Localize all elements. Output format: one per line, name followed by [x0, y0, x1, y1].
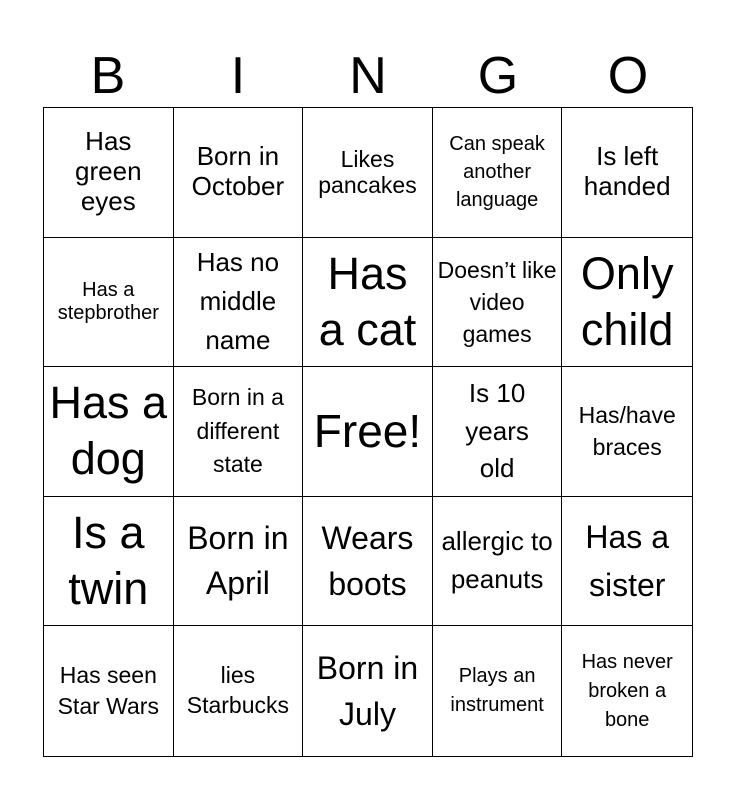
- cell-label: Has never broken a bone: [581, 650, 673, 731]
- bingo-cell[interactable]: [303, 626, 433, 756]
- header-letter-b: B: [90, 47, 126, 105]
- bingo-cell[interactable]: [44, 626, 174, 756]
- bingo-cell[interactable]: [44, 497, 174, 627]
- bingo-cell[interactable]: [433, 497, 563, 627]
- bingo-cell[interactable]: [433, 108, 563, 238]
- cell-label: Doesn’t like video games: [437, 256, 557, 347]
- header-letter-n: N: [349, 47, 387, 105]
- cell-label: Has no middle name: [196, 247, 280, 356]
- cell-label: Has a sister: [585, 519, 669, 604]
- bingo-cell[interactable]: [562, 108, 692, 238]
- bingo-cell[interactable]: [174, 108, 304, 238]
- bingo-cell[interactable]: [433, 626, 563, 756]
- bingo-cell[interactable]: [433, 367, 563, 497]
- free-space-label: Free!: [313, 405, 422, 458]
- bingo-header: [43, 44, 693, 108]
- bingo-cell[interactable]: [433, 238, 563, 368]
- cell-label: Only child: [580, 247, 674, 355]
- bingo-cell[interactable]: [174, 238, 304, 368]
- cell-label: Plays an instrument: [450, 665, 544, 717]
- bingo-cell[interactable]: [44, 238, 174, 368]
- bingo-board: [43, 107, 693, 757]
- cell-label: Likes pancakes: [318, 145, 417, 199]
- cell-label: Wears boots: [321, 519, 414, 603]
- cell-label: Is 10 years old: [465, 377, 529, 484]
- cell-label: Born in October: [191, 141, 285, 202]
- cell-label: Is left handed: [583, 141, 671, 202]
- bingo-cell[interactable]: [44, 367, 174, 497]
- cell-label: Has a cat: [318, 247, 417, 355]
- bingo-cell[interactable]: [303, 108, 433, 238]
- bingo-cell[interactable]: [44, 108, 174, 238]
- cell-label: Born in July: [316, 649, 419, 733]
- cell-label: lies Starbucks: [186, 662, 290, 719]
- cell-label: Has a stepbrother: [57, 278, 159, 324]
- bingo-cell[interactable]: [562, 238, 692, 368]
- cell-label: allergic to peanuts: [441, 526, 553, 595]
- cell-label: Has green eyes: [75, 126, 142, 217]
- bingo-cell[interactable]: [174, 497, 304, 627]
- header-letter-g: G: [477, 47, 519, 105]
- bingo-cell[interactable]: [562, 367, 692, 497]
- bingo-cell[interactable]: [303, 497, 433, 627]
- bingo-cell[interactable]: [174, 367, 304, 497]
- bingo-cell[interactable]: [303, 367, 433, 497]
- bingo-cell[interactable]: [562, 497, 692, 627]
- cell-label: Has seen Star Wars: [57, 662, 159, 720]
- bingo-cell[interactable]: [174, 626, 304, 756]
- cell-label: Born in April: [187, 520, 289, 602]
- bingo-cell[interactable]: [303, 238, 433, 368]
- cell-label: Has a dog: [49, 377, 168, 485]
- bingo-cell[interactable]: [562, 626, 692, 756]
- cell-label: Born in a different state: [191, 384, 284, 478]
- header-letter-o: O: [607, 47, 649, 105]
- cell-label: Is a twin: [68, 506, 149, 615]
- cell-label: Can speak another language: [449, 132, 545, 212]
- cell-label: Has/have braces: [578, 402, 676, 461]
- header-letter-i: I: [230, 47, 246, 105]
